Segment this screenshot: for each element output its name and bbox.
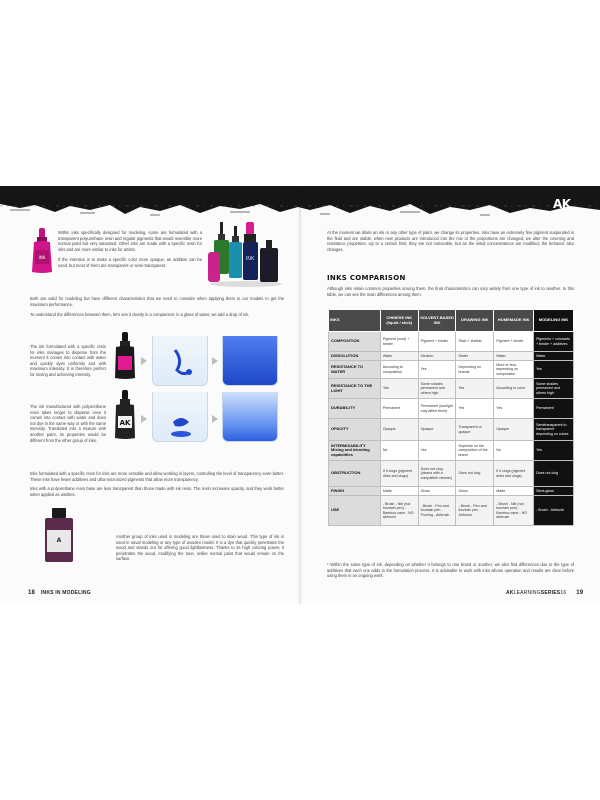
table-header: CHINESE INK (liquid / stick) xyxy=(380,310,418,332)
row-label: INTERMIXABILITY Mixing and blending capabilities xyxy=(329,441,381,461)
row-label: COMPOSITION xyxy=(329,332,381,352)
row-label: FINISH xyxy=(329,487,381,496)
table-row xyxy=(329,496,574,526)
row-label: DURABILITY xyxy=(329,399,381,419)
table-cell: Permanent xyxy=(380,399,418,419)
page-number-right: 19 xyxy=(576,590,584,596)
table-cell: If it clogs (pigment dries and clogs) xyxy=(494,461,534,487)
row-label: RESISTANCE TO WATER xyxy=(329,361,381,379)
intro-paragraph-2: If the intention is to make a specific color more opaque, an additive can be used, but most of them are transparent or semi-transparent. xyxy=(58,257,202,268)
inks-comparison-table xyxy=(328,309,574,526)
grunge-header-band xyxy=(0,186,600,218)
table-cell: Semitransparent to transparent depending on colors xyxy=(534,419,574,441)
table-cell: Transparent or opaque xyxy=(456,419,494,441)
glass-partial-image xyxy=(222,392,278,442)
table-header: SOLVENT-BASED INK xyxy=(418,310,456,332)
glass-dyed-image xyxy=(222,336,278,386)
table-cell: More or less, depending on composition xyxy=(494,361,534,379)
table-cell: - Brush - Nib (not fountain pen) - Bamboo cane - NO airbrush xyxy=(380,496,418,526)
table-cell: - Brush - Pen and fountain pen - Airbrush xyxy=(456,496,494,526)
table-header: DRAWING INK xyxy=(456,310,494,332)
table-row xyxy=(329,461,574,487)
table-cell: Some shades permanent and others high xyxy=(418,379,456,399)
row-label: RESISTANCE TO THE LIGHT xyxy=(329,379,381,399)
svg-text:A: A xyxy=(56,537,62,544)
table-cell: Stain + shellac xyxy=(456,332,494,352)
table-row xyxy=(329,487,574,496)
table-cell: Yes xyxy=(418,441,456,461)
ak-logo: AK xyxy=(553,197,571,211)
table-header: HOMEMADE INK xyxy=(494,310,534,332)
table-cell: Pigment + binder xyxy=(418,332,456,352)
table-cell: Water xyxy=(534,352,574,361)
table-cell: Depends on the composition of the brand xyxy=(456,441,494,461)
inks-comparison-heading: INKS COMPARISON xyxy=(327,274,406,282)
ink-bottles-group-image xyxy=(206,222,284,288)
table-cell: Water xyxy=(380,352,418,361)
table-cell: Water xyxy=(494,352,534,361)
table-cell: Pigment + binder xyxy=(494,332,534,352)
table-cell: Yes xyxy=(534,361,574,379)
table-row xyxy=(329,419,574,441)
row-label: OPACITY xyxy=(329,419,381,441)
table-cell: - Brush - Nib (not fountain pen) - Bamboo cane - NO airbrush xyxy=(494,496,534,526)
table-cell: Opaque xyxy=(418,419,456,441)
table-cell: Does not clog xyxy=(534,461,574,487)
table-cell: No xyxy=(494,441,534,461)
both-valid-paragraph: Both are valid for modeling but have different characteristics that we need to consider when applying them to our models to get the maximum performance. xyxy=(30,296,284,307)
stain-wood-paragraph: Another group of inks used in modeling are those used to stain wood. This type of ink is used in naval modeling or any type of wooden model. It is a dye that quickly penetrates the wood and stands out for offering good lightfastness. Thanks to its high coloring power, it penetrates the wood, modifying the tone, unlike normal paint that would remain on the surface. xyxy=(116,534,284,562)
glass-drop-image xyxy=(152,336,208,386)
table-header-row xyxy=(329,310,574,332)
table-header: MODELING INK xyxy=(534,310,574,332)
magenta-ink-bottle-image xyxy=(30,228,54,274)
table-cell: Pigment (soot) + binder xyxy=(380,332,418,352)
arrow-icon xyxy=(141,357,147,365)
table-cell: - Brush - Airbrush xyxy=(534,496,574,526)
bottle-label: AK xyxy=(119,419,131,427)
magenta-bottle-image xyxy=(112,332,138,380)
table-cell: Opaque xyxy=(494,419,534,441)
footer-title: INKS IN MODELING xyxy=(40,590,91,596)
footer-series-num: 16 xyxy=(560,590,567,596)
table-row xyxy=(329,399,574,419)
table-cell: Does not clog xyxy=(456,461,494,487)
glass-drop-image-2 xyxy=(152,392,208,442)
table-cell: Yes xyxy=(380,379,418,399)
table-cell: Yes xyxy=(494,399,534,419)
table-row xyxy=(329,441,574,461)
table-cell: Depending on brands xyxy=(456,361,494,379)
formulated-paragraph: Inks formulated with a specific resin for inks are more versatile and allow working in layers, controlling the level of transparency even better. These inks have fewer additives and ultra-micronized pigments that allow more transparency. xyxy=(30,471,284,482)
arrow-icon xyxy=(212,357,218,365)
table-cell: Some shades permanent and others high xyxy=(534,379,574,399)
table-cell: Gloss xyxy=(418,487,456,496)
footer-series: LEARNING xyxy=(513,590,541,596)
right-intro-paragraph: At the moment we dilute an ink or any other type of paint, we change its properties. Inks have an extremely fine pigment suspended in the fluid and are stable; when new products are introduced into the mix or the proportions are changed, we alter the covering and resistance properties. Up to a certain limit, they are not noticeable, but as the initial concentrations are modified, the behavior also changes. xyxy=(327,230,574,252)
arrow-icon xyxy=(141,415,147,423)
footer-brand: AK xyxy=(506,590,514,596)
table-cell: Gloss xyxy=(456,487,494,496)
table-cell: Yes xyxy=(418,361,456,379)
table-cell: Permanent (sunlight may affect them) xyxy=(418,399,456,419)
table-header: INKS xyxy=(329,310,381,332)
row-label: OBSTRUCTION xyxy=(329,461,381,487)
svg-text:INK: INK xyxy=(245,256,255,262)
intro-paragraph-1: Within inks specifically designed for modeling, some are formulated with a transparent polyurethane resin and regular pigments that would resemble more normal paint but very saturated. Other inks are made with a specific resin for inks and are more similar to inks for artists. xyxy=(58,230,202,252)
table-cell: Water xyxy=(456,352,494,361)
table-cell: Semi-gloss xyxy=(534,487,574,496)
table-cell: According to color xyxy=(494,379,534,399)
table-row xyxy=(329,352,574,361)
table-row xyxy=(329,332,574,352)
right-footer xyxy=(506,590,583,596)
table-row xyxy=(329,361,574,379)
table-cell: Does not clog (cleans with a compatible cleaner) xyxy=(418,461,456,487)
table-footnote: * Within the same type of ink, depending on whether it belongs to one brand or another, we also find differences due to the type of additives that each one adds in the formulation process. It is advisable to work with inks whose operation and results are clear before using them in an ongoing work. xyxy=(327,562,574,579)
heading-subtext: Although inks retain common properties among them, the final characteristics can vary widely from one type of ink to another. In this table, we can see the main differences among them. xyxy=(327,286,574,297)
page-number-left: 18 xyxy=(28,590,36,596)
table-cell: According to composition xyxy=(380,361,418,379)
table-cell: Yes xyxy=(456,399,494,419)
left-footer xyxy=(28,590,91,596)
table-cell: Medium xyxy=(418,352,456,361)
ak-bottle-image xyxy=(112,390,138,440)
footer-series-2: SERIES xyxy=(540,590,561,596)
table-cell: Yes xyxy=(456,379,494,399)
understand-paragraph: To understand the differences between them, let's see it clearly in a comparison: in a glass of water, we add a drop of ink. xyxy=(30,312,250,317)
table-cell: Opaque xyxy=(380,419,418,441)
table-cell: - Brush - Pen and fountain pen - Pouring - Airbrush xyxy=(418,496,456,526)
row-label: USE xyxy=(329,496,381,526)
table-row xyxy=(329,379,574,399)
arrow-icon xyxy=(212,415,218,423)
table-cell: Matte xyxy=(494,487,534,496)
polyurethane-paragraph: The ink manufactured with polyurethane resin takes longer to disperse once it comes into contact with water and does not dye in the same way or with the same intensity. Translated into a mixture with another paint, its properties would be different from the other group of inks. xyxy=(30,404,106,443)
wood-stain-bottle-image xyxy=(42,508,76,564)
specific-resin-paragraph: The ink formulated with a specific resin for inks manages to disperse from the moment it comes into contact with water and quickly dyes uniformly and with maximum intensity. It is therefore perfect for mixing and achieving intensity. xyxy=(30,344,106,377)
table-cell: Matte xyxy=(380,487,418,496)
table-cell: Yes xyxy=(534,441,574,461)
table-cell: Permanent xyxy=(534,399,574,419)
table-cell: No xyxy=(380,441,418,461)
table-cell: If it clogs (pigment dries and clogs) xyxy=(380,461,418,487)
book-spread xyxy=(0,186,600,604)
row-label: DISSOLUTION xyxy=(329,352,381,361)
svg-text:INK: INK xyxy=(38,255,46,260)
polyurethane-base-paragraph: Inks with a polyurethane resin base are less transparent than those made with ink resin. The resin increases opacity, and they work better when applied as washes. xyxy=(30,486,284,497)
table-cell: Pigments + colorants + binder + additives xyxy=(534,332,574,352)
